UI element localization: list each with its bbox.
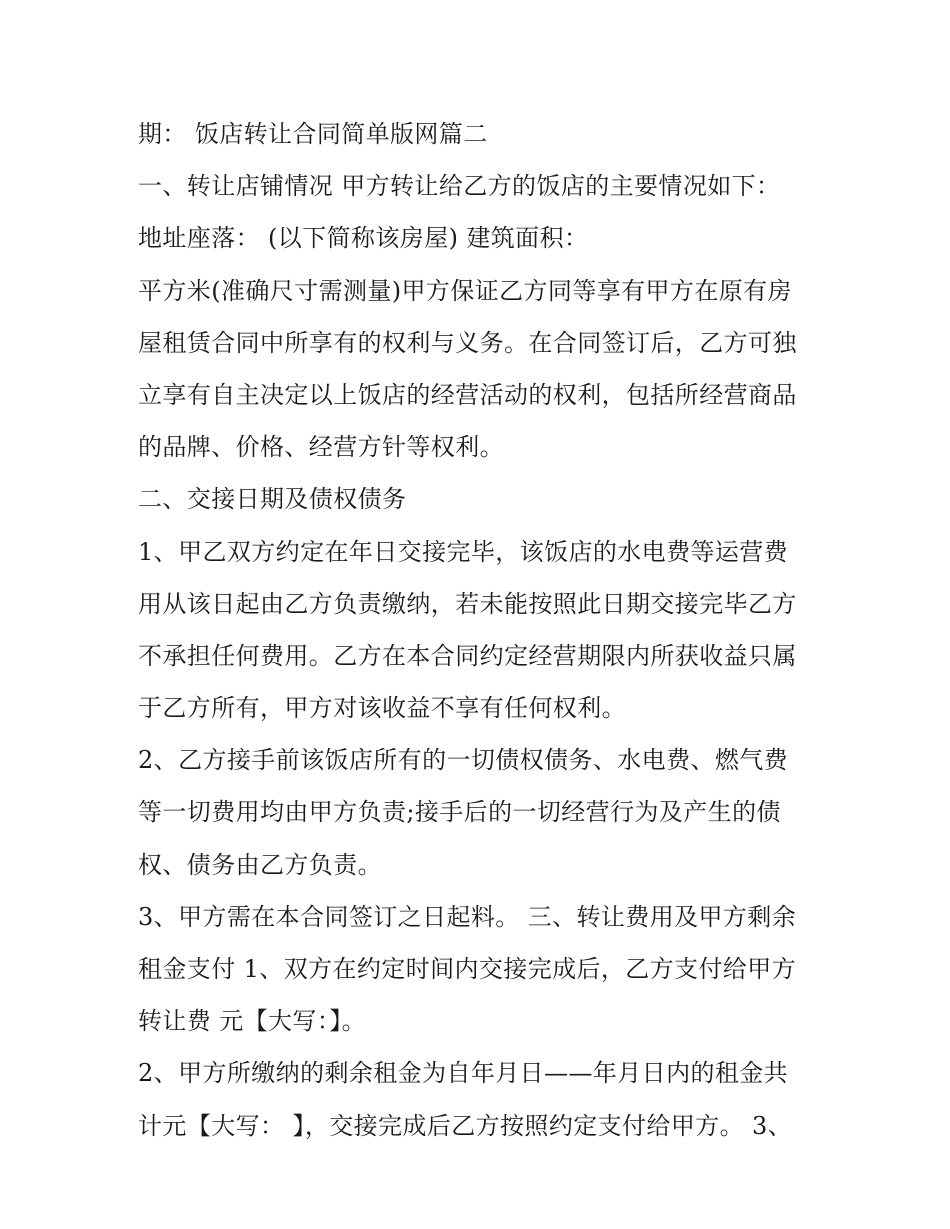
text-line: 平方米(准确尺寸需测量)甲方保证乙方同等享有甲方在原有房 [138, 276, 792, 305]
text-line: 期： 饭店转让合同简单版网篇二 [138, 120, 488, 148]
text-line: 2、乙方接手前该饭店所有的一切债权债务、水电费、燃气费 [138, 746, 789, 775]
text-line: 二、交接日期及债权债务 [138, 485, 407, 514]
text-line: 转让费 元【大写：】。 [138, 1007, 367, 1036]
text-line: 2、甲方所缴纳的剩余租金为自年月日——年月日内的租金共 [138, 1059, 789, 1088]
text-line: 一、转让店铺情况 甲方转让给乙方的饭店的主要情况如下： [138, 172, 781, 201]
text-line: 租金支付 1、双方在约定时间内交接完成后，乙方支付给甲方 [138, 955, 797, 983]
text-line: 屋租赁合同中所享有的权利与义务。在合同签订后，乙方可独 [138, 328, 797, 357]
text-line: 于乙方所有，甲方对该收益不享有任何权利。 [138, 694, 626, 723]
text-line: 权、债务由乙方负责。 [138, 850, 382, 879]
text-line: 用从该日起由乙方负责缴纳，若未能按照此日期交接完毕乙方 [138, 589, 797, 618]
text-line: 计元【大写： 】，交接完成后乙方按照约定支付给甲方。 3、 [138, 1111, 793, 1140]
text-line: 地址座落： (以下简称该房屋) 建筑面积： [138, 224, 589, 253]
text-line: 立享有自主决定以上饭店的经营活动的权利，包括所经营商品 [138, 380, 797, 409]
text-line: 等一切费用均由甲方负责;接手后的一切经营行为及产生的债 [138, 798, 781, 827]
text-line: 1、甲乙双方约定在年日交接完毕，该饭店的水电费等运营费 [138, 537, 789, 566]
document-body [138, 108, 818, 1152]
text-line: 3、甲方需在本合同签订之日起料。 三、转让费用及甲方剩余 [138, 902, 797, 931]
text-line: 的品牌、价格、经营方针等权利。 [138, 433, 504, 462]
text-line: 不承担任何费用。乙方在本合同约定经营期限内所获收益只属 [138, 641, 797, 670]
